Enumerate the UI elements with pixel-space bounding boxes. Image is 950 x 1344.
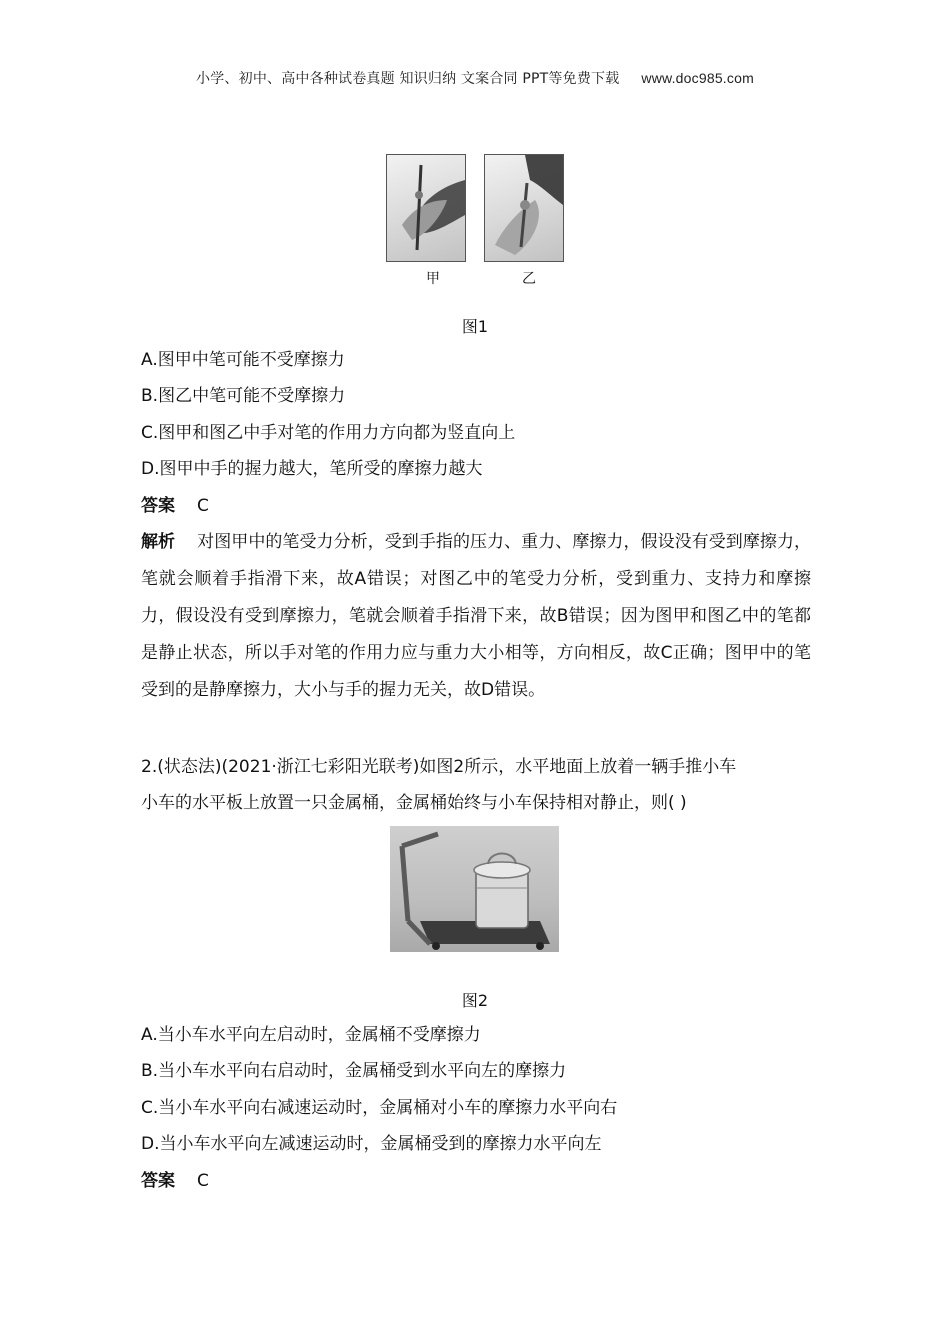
q2-answer-value: C <box>197 1171 209 1191</box>
figure-1-label-jia: 甲 <box>426 271 440 287</box>
q2-answer <box>141 1171 811 1191</box>
q1-answer-label: 答案 <box>141 496 175 516</box>
q1-analysis-text: 对图甲中的笔受力分析，受到手指的压力、重力、摩擦力，假设没有受到摩擦力，笔就会顺着手指滑下来，故A错误；对图乙中的笔受力分析，受到重力、支持力和摩擦力，假设没有受到摩擦力，笔就会顺着手指滑下来，故B错误；因为图甲和图乙中的笔都是静止状态，所以手对笔的作用力应与重力大小相等，方向相反，故C正确；图甲中的笔受到的是静摩擦力，大小与手的握力无关，故D错误。 <box>141 532 812 700</box>
figure-2-caption: 图2 <box>461 991 489 1010</box>
figure-1-caption: 图1 <box>461 317 489 336</box>
q1-option-a: A.图甲中笔可能不受摩擦力 <box>141 350 345 370</box>
photo-hand-pen-jia <box>386 154 466 262</box>
q2-stem-line-2: 小车的水平板上放置一只金属桶，金属桶始终与小车保持相对静止，则( ) <box>141 793 687 813</box>
figure-1 <box>386 154 566 294</box>
q1-answer-value: C <box>197 496 209 516</box>
q1-option-d: D.图甲中手的握力越大，笔所受的摩擦力越大 <box>141 459 483 479</box>
figure-2-cart-photo <box>390 826 559 952</box>
header-text: 小学、初中、高中各种试卷真题 知识归纳 文案合同 PPT等免费下载 <box>196 71 620 87</box>
header-url[interactable]: www.doc985.com <box>641 70 754 86</box>
q1-analysis-label: 解析 <box>141 532 176 552</box>
figure-1-label-yi: 乙 <box>522 271 536 287</box>
q1-answer <box>141 496 811 516</box>
photo-hand-pen-yi <box>484 154 564 262</box>
page-header <box>0 68 950 88</box>
q1-analysis <box>141 524 811 709</box>
q2-option-b: B.当小车水平向右启动时，金属桶受到水平向左的摩擦力 <box>141 1061 567 1081</box>
q2-option-a: A.当小车水平向左启动时，金属桶不受摩擦力 <box>141 1025 481 1045</box>
q1-option-b: B.图乙中笔可能不受摩擦力 <box>141 386 346 406</box>
q1-option-c: C.图甲和图乙中手对笔的作用力方向都为竖直向上 <box>141 423 516 443</box>
q2-option-d: D.当小车水平向左减速运动时，金属桶受到的摩擦力水平向左 <box>141 1134 602 1154</box>
q2-option-c: C.当小车水平向右减速运动时，金属桶对小车的摩擦力水平向右 <box>141 1098 618 1118</box>
q2-stem-line-1: 2.(状态法)(2021·浙江七彩阳光联考)如图2所示，水平地面上放着一辆手推小车 <box>141 757 737 777</box>
q2-answer-label: 答案 <box>141 1171 175 1191</box>
